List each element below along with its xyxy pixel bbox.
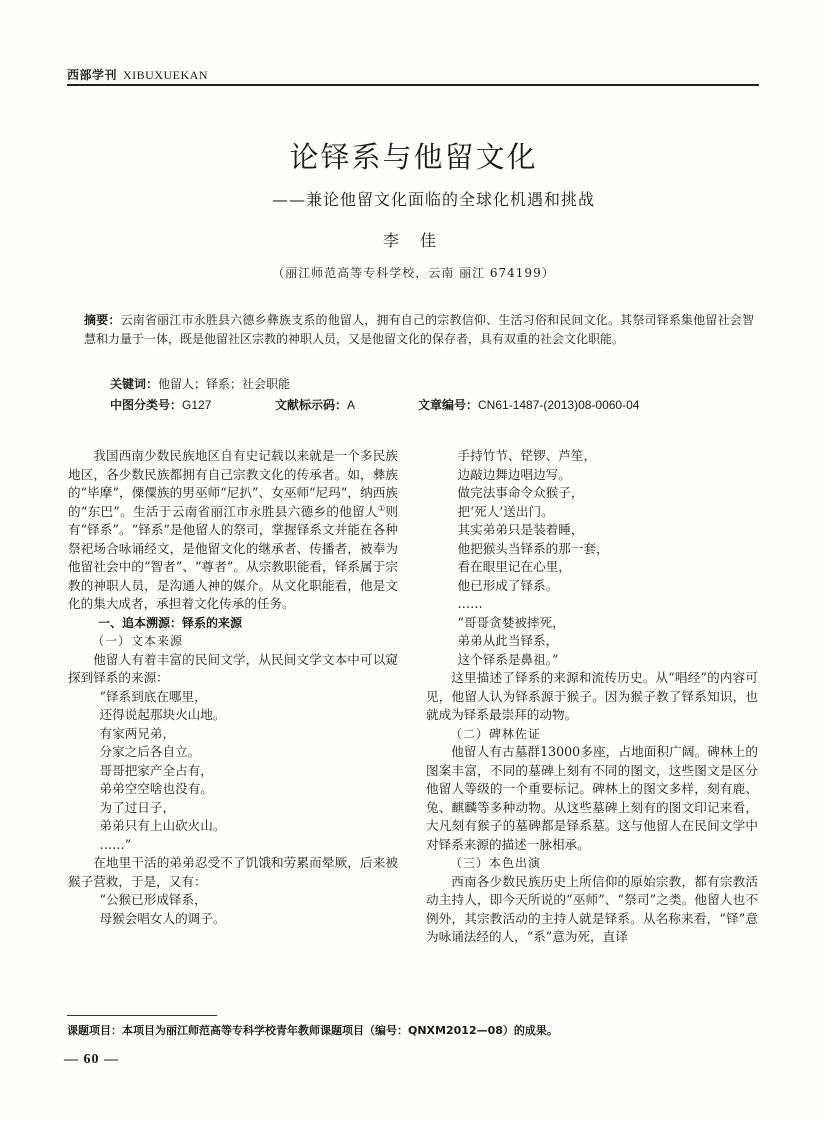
footnote-text: 本项目为丽江师范高等专科学校青年教师课题项目（编号：QNXM2012—08）的成果。: [122, 1024, 558, 1037]
subsection-heading-2: （二）碑林佐证: [450, 726, 542, 741]
footnote-marker: ①: [377, 503, 386, 513]
keywords: [110, 375, 290, 392]
article-subtitle: ——兼论他留文化面临的全球化机遇和挑战: [271, 190, 595, 209]
verse-line: “哥哥贪婪被摔死，: [457, 614, 565, 630]
footnote-rule: [67, 1015, 217, 1016]
intro-text-tail: 则有“铎系”。“铎系”是他留人的祭司，掌握铎系文并能在各种祭祀场合咏诵经文，是他留文化的继承者、传播者，被奉为他留社会中的“智者”、“尊者”。从宗教职能看，铎系属于宗教的神职人员，是沟通人神的媒介。从文化职能看，他是文化的集大成者，承担着文化传承的任务。: [68, 503, 398, 611]
verse-line: 其实弟弟只是装着睡，: [457, 522, 584, 537]
verse-line: 边敲边舞边唱边写。: [457, 466, 571, 482]
journal-header: [67, 66, 208, 83]
paragraph: 他留人有着丰富的民间文学，从民间文学文本中可以窥探到铎系的来源：: [68, 651, 398, 685]
verse-line: 有家两兄弟，: [99, 725, 176, 741]
journal-name-cn: 西部学刊: [67, 68, 118, 82]
verse-line: 弟弟只有上山砍火山。: [99, 818, 226, 833]
paragraph: 在地里干活的弟弟忍受不了饥饿和劳累而晕厥，后来被猴子营救，于是，又有：: [68, 855, 398, 889]
verse-line: 他已形成了铎系。: [457, 577, 559, 593]
verse-line: 这个铎系是鼻祖。”: [457, 651, 559, 667]
verse-line: 弟弟空空啥也没有。: [99, 781, 213, 796]
page-number: — 60 —: [64, 1052, 119, 1067]
keywords-text: 他留人；铎系；社会职能: [158, 377, 291, 391]
verse-line: 母猴会唱女人的调子。: [99, 910, 226, 926]
verse-line: 做完法事命令众猴子，: [457, 485, 584, 500]
subsection-heading-3: （三）本色出演: [450, 856, 542, 870]
doc-code-label: 文献标示码：: [275, 398, 348, 412]
footnote: [67, 1022, 558, 1038]
author-affiliation: （丽江师范高等专科学校，云南 丽江 674199）: [272, 266, 555, 280]
doc-code-value: A: [347, 398, 356, 412]
verse-line: 还得说起那块火山地。: [99, 707, 226, 722]
clc-value: G127: [182, 398, 212, 412]
article-title: 论铎系与他留文化: [289, 140, 538, 174]
verse-line: 为了过日子，: [99, 799, 176, 815]
verse-line: 哥哥把家产全占有，: [99, 762, 213, 778]
intro-text: 我国西南少数民族地区自有史记载以来就是一个多民族地区，各少数民族都拥有自己宗教文化的传承者。如，彝族的“毕摩”，傈僳族的男巫师“尼扒”、女巫师“尼玛”，纳西族的“东巴”。生活于云南省丽江市永胜县六德乡的他留人: [68, 448, 398, 519]
verse-line: 他把猴头当铎系的那一套，: [457, 540, 609, 556]
article-number: [418, 396, 639, 413]
author-name: 李 佳: [382, 231, 445, 250]
verse-line: 手持竹节、铓锣、芦笙，: [457, 448, 597, 463]
clc-number: [110, 396, 211, 413]
document-code: [275, 396, 355, 413]
paragraph: 西南各少数民族历史上所信仰的原始宗教，都有宗教活动主持人，即今天所说的“巫师”、“祭司”之类。他留人也不例外，其宗教活动的主持人就是铎系。从名称来看，“铎”意为咏诵法经的人，“系”意为死，直译: [426, 873, 758, 944]
verse-line: 看在眼里记在心里，: [457, 559, 571, 574]
verse-line: ……: [457, 596, 483, 611]
article-number-label: 文章编号：: [418, 398, 479, 412]
article-number-value: CN61-1487-(2013)08-0060-04: [478, 398, 640, 412]
verse-line: 把‘死人’送出门。: [457, 503, 554, 519]
verse-line: 分家之后各自立。: [99, 744, 201, 759]
footnote-label: 课题项目：: [67, 1024, 122, 1037]
paragraph: 这里描述了铎系的来源和流传历史。从“唱经”的内容可见，他留人认为铎系源于猴子。因为猴子教了铎系知识，也就成为铎系最崇拜的动物。: [426, 670, 758, 722]
abstract: [84, 311, 754, 349]
abstract-label: 摘要：: [84, 313, 121, 327]
paragraph: 他留人有古墓群13000多座，占地面积广阔。碑林上的图案丰富，不同的墓碑上刻有不同的图文，这些图文是区分他留人等级的一个重要标记。碑林上的图文多样，刻有鹿、兔、麒麟等多种动物。从这些墓碑上刻有的图文印记来看，大凡刻有猴子的墓碑都是铎系墓。这与他留人在民间文学中对铎系来源的描述一脉相承。: [426, 744, 758, 852]
left-column: [68, 447, 398, 928]
intro-paragraph: [68, 447, 398, 614]
journal-name-en: XIBUXUEKAN: [123, 68, 209, 82]
keywords-label: 关键词：: [110, 377, 159, 391]
verse-line: 弟弟从此当铎系，: [457, 633, 559, 648]
subsection-heading-1: （一）文本来源: [92, 634, 184, 648]
verse-line: “公猴已形成铎系，: [99, 892, 207, 907]
verse-line: ……”: [99, 836, 132, 852]
right-column: [426, 447, 758, 947]
verse-line: “铎系到底在哪里，: [99, 688, 207, 704]
abstract-text: 云南省丽江市永胜县六德乡彝族支系的他留人，拥有自己的宗教信仰、生活习俗和民间文化。其祭司铎系集他留社会智慧和力量于一体，既是他留社区宗教的神职人员，又是他留文化的保存者，具有双重的社会文化职能。: [84, 313, 754, 346]
clc-label: 中图分类号：: [110, 398, 183, 412]
header-rule: [67, 84, 759, 86]
section-heading-1: 一、追本溯源：铎系的来源: [98, 615, 243, 630]
